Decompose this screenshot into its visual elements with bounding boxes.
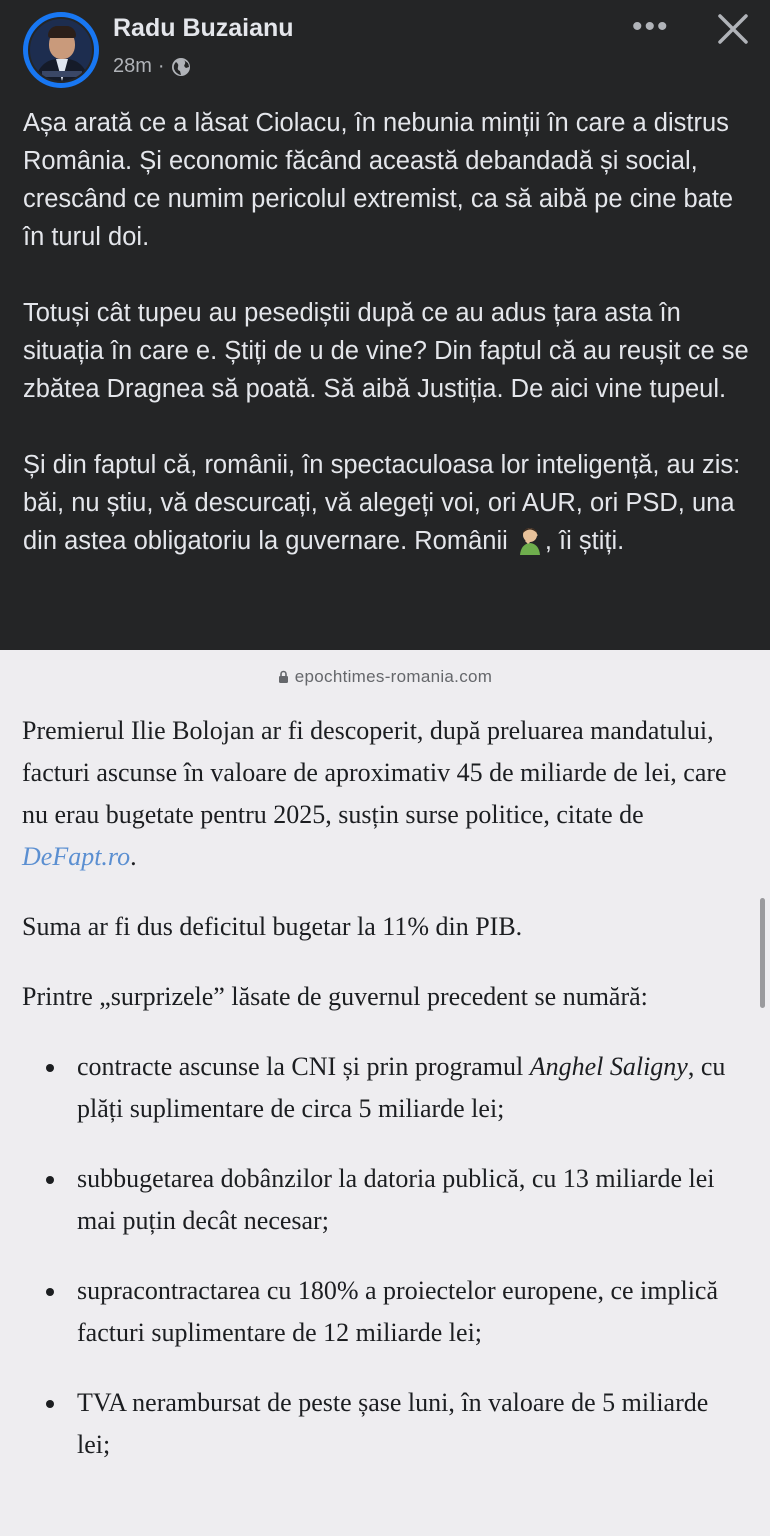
list-item: TVA nerambursat de peste șase luni, în valoare de 5 miliarde lei; bbox=[22, 1382, 747, 1466]
close-icon[interactable] bbox=[716, 12, 750, 46]
post-meta bbox=[113, 55, 191, 78]
defapt-link[interactable]: DeFapt.ro bbox=[22, 842, 131, 871]
avatar-photo bbox=[28, 17, 94, 83]
list-item: supracontractarea cu 180% a proiectelor europene, ce implică facturi suplimentare de 12 miliarde lei; bbox=[22, 1270, 747, 1354]
post-paragraph: Așa arată ce a lăsat Ciolacu, în nebunia minții în care a distrus România. Și economic făcând această debandadă și social, crescând ce numim pericolul extremist, ca să aibă pe cine bate în turul doi. bbox=[23, 109, 734, 251]
list-item: subbugetarea dobânzilor la datoria publică, cu 13 miliarde lei mai puțin decât necesar; bbox=[22, 1158, 747, 1242]
more-options-button[interactable]: ••• bbox=[632, 10, 670, 43]
post-text bbox=[23, 104, 753, 598]
author-name[interactable]: Radu Buzaianu bbox=[113, 14, 294, 42]
article-paragraph: Printre „surprizele” lăsate de guvernul precedent se numără: bbox=[22, 982, 648, 1011]
post-paragraph: Totuși cât tupeu au pesediștii după ce au adus țara asta în situația în care e. Știți de u de vine? Din faptul că au reușit ce se zbătea Dragnea să poată. Să aibă Justiția. De aici vine tupeul. bbox=[23, 299, 749, 403]
post-paragraph: Și din faptul că, românii, în spectaculoasa lor inteligență, au zis: băi, nu știu, vă descurcați, vă alegeți voi, ori AUR, ori PSD, una din astea obligatoriu la guvernare. Românii , îi știți. bbox=[23, 451, 741, 555]
post-time[interactable]: 28m bbox=[113, 55, 152, 77]
article-preview bbox=[0, 650, 770, 1536]
source-url[interactable]: epochtimes-romania.com bbox=[0, 667, 770, 687]
scrollbar[interactable] bbox=[760, 898, 765, 1008]
person-facepalming-emoji-icon bbox=[515, 525, 545, 555]
avatar[interactable] bbox=[23, 12, 99, 88]
article-paragraph: Premierul Ilie Bolojan ar fi descoperit, după preluarea mandatului, facturi ascunse în valoare de aproximativ 45 de miliarde de lei, care nu erau bugetate pentru 2025, susțin surse politice, citate de DeFapt.ro. bbox=[22, 716, 727, 871]
globe-icon bbox=[171, 57, 191, 77]
list-item: contracte ascunse la CNI și prin programul Anghel Saligny, cu plăți suplimentare de circa 5 miliarde lei; bbox=[22, 1046, 747, 1130]
meta-separator: · bbox=[157, 55, 165, 77]
bullet-list bbox=[22, 1046, 747, 1466]
article-body bbox=[22, 710, 747, 1494]
facebook-post bbox=[0, 0, 770, 650]
lock-icon bbox=[278, 670, 289, 683]
article-paragraph: Suma ar fi dus deficitul bugetar la 11% din PIB. bbox=[22, 912, 523, 941]
